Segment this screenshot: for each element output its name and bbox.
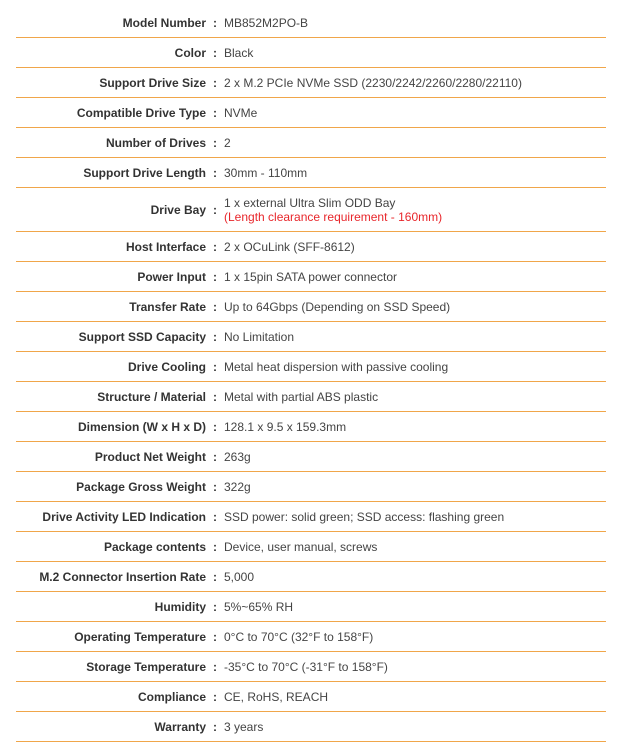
spec-label: Package contents [103,539,206,554]
spec-row-support-drive-length [16,158,606,188]
spec-label: Drive Bay [150,202,206,217]
spec-value: 128.1 x 9.5 x 159.3mm [224,419,347,434]
spec-label: Compliance [137,689,206,704]
spec-separator: : [213,719,217,734]
spec-value-multiline [224,196,606,224]
spec-value: 30mm - 110mm [224,165,308,180]
spec-label: Support Drive Size [99,75,206,90]
spec-value: 1 x external Ultra Slim ODD Bay [224,195,396,210]
spec-value: Metal with partial ABS plastic [224,389,379,404]
spec-label: Host Interface [125,239,206,254]
spec-row-model-number [16,8,606,38]
spec-value: 2 [224,135,231,150]
spec-separator: : [213,135,217,150]
spec-table [16,8,606,742]
spec-row-host-interface [16,232,606,262]
spec-row-compatible-drive-type [16,98,606,128]
spec-value: 322g [224,479,251,494]
spec-value: SSD power: solid green; SSD access: flashing green [224,509,505,524]
spec-separator: : [213,539,217,554]
spec-separator: : [213,239,217,254]
spec-row-transfer-rate [16,292,606,322]
spec-separator: : [213,359,217,374]
spec-separator: : [213,329,217,344]
spec-label: Dimension (W x H x D) [77,419,206,434]
length-clearance-note: (Length clearance requirement - 160mm) [224,209,443,224]
spec-label: Transfer Rate [129,299,206,314]
spec-label: Structure / Material [97,389,206,404]
spec-label: Compatible Drive Type [76,105,206,120]
spec-row-dimension [16,412,606,442]
spec-separator: : [213,15,217,30]
spec-separator: : [213,75,217,90]
spec-separator: : [213,419,217,434]
spec-label: Support Drive Length [83,165,206,180]
spec-label: Humidity [154,599,206,614]
spec-separator: : [213,165,217,180]
spec-row-package-gross-weight [16,472,606,502]
spec-label: M.2 Connector Insertion Rate [39,569,206,584]
spec-value: 3 years [224,719,264,734]
spec-separator: : [213,509,217,524]
spec-label: Number of Drives [105,135,206,150]
spec-row-support-drive-size [16,68,606,98]
spec-value: MB852M2PO-B [224,15,309,30]
spec-separator: : [213,45,217,60]
spec-value: Up to 64Gbps (Depending on SSD Speed) [224,299,451,314]
spec-value: 1 x 15pin SATA power connector [224,269,397,284]
spec-row-drive-bay [16,188,606,232]
spec-separator: : [213,479,217,494]
spec-label: Color [174,45,206,60]
spec-separator: : [213,599,217,614]
spec-row-m2-insertion-rate [16,562,606,592]
spec-separator: : [213,659,217,674]
spec-row-humidity [16,592,606,622]
spec-label: Operating Temperature [74,629,206,644]
spec-value: Device, user manual, screws [224,539,378,554]
spec-separator: : [213,202,217,217]
spec-value: 2 x M.2 PCIe NVMe SSD (2230/2242/2260/2280/22110) [224,75,522,90]
spec-value: No Limitation [224,329,295,344]
spec-value: NVMe [224,105,258,120]
spec-label: Storage Temperature [86,659,206,674]
spec-separator: : [213,689,217,704]
spec-separator: : [213,569,217,584]
spec-row-power-input [16,262,606,292]
spec-separator: : [213,299,217,314]
spec-label: Warranty [154,719,206,734]
spec-row-operating-temperature [16,622,606,652]
spec-value: Metal heat dispersion with passive cooling [224,359,449,374]
spec-row-drive-cooling [16,352,606,382]
spec-row-warranty [16,712,606,742]
spec-value: -35°C to 70°C (-31°F to 158°F) [224,659,388,674]
spec-separator: : [213,389,217,404]
spec-separator: : [213,105,217,120]
spec-label: Power Input [137,269,206,284]
spec-value: 263g [224,449,251,464]
spec-separator: : [213,269,217,284]
spec-label: Package Gross Weight [76,479,206,494]
spec-value: 0°C to 70°C (32°F to 158°F) [224,629,374,644]
spec-row-color [16,38,606,68]
spec-label: Model Number [122,15,206,30]
spec-row-storage-temperature [16,652,606,682]
spec-row-compliance [16,682,606,712]
spec-value: 5,000 [224,569,255,584]
spec-row-number-of-drives [16,128,606,158]
spec-label: Drive Activity LED Indication [42,509,206,524]
spec-row-structure-material [16,382,606,412]
spec-label: Product Net Weight [94,449,206,464]
spec-label: Drive Cooling [127,359,206,374]
spec-value: 2 x OCuLink (SFF-8612) [224,239,355,254]
spec-separator: : [213,449,217,464]
spec-row-support-ssd-capacity [16,322,606,352]
spec-row-package-contents [16,532,606,562]
spec-label: Support SSD Capacity [78,329,206,344]
spec-value: Black [224,45,254,60]
spec-row-product-net-weight [16,442,606,472]
spec-value: 5%~65% RH [224,599,294,614]
spec-row-drive-activity-led [16,502,606,532]
spec-separator: : [213,629,217,644]
spec-value: CE, RoHS, REACH [224,689,329,704]
